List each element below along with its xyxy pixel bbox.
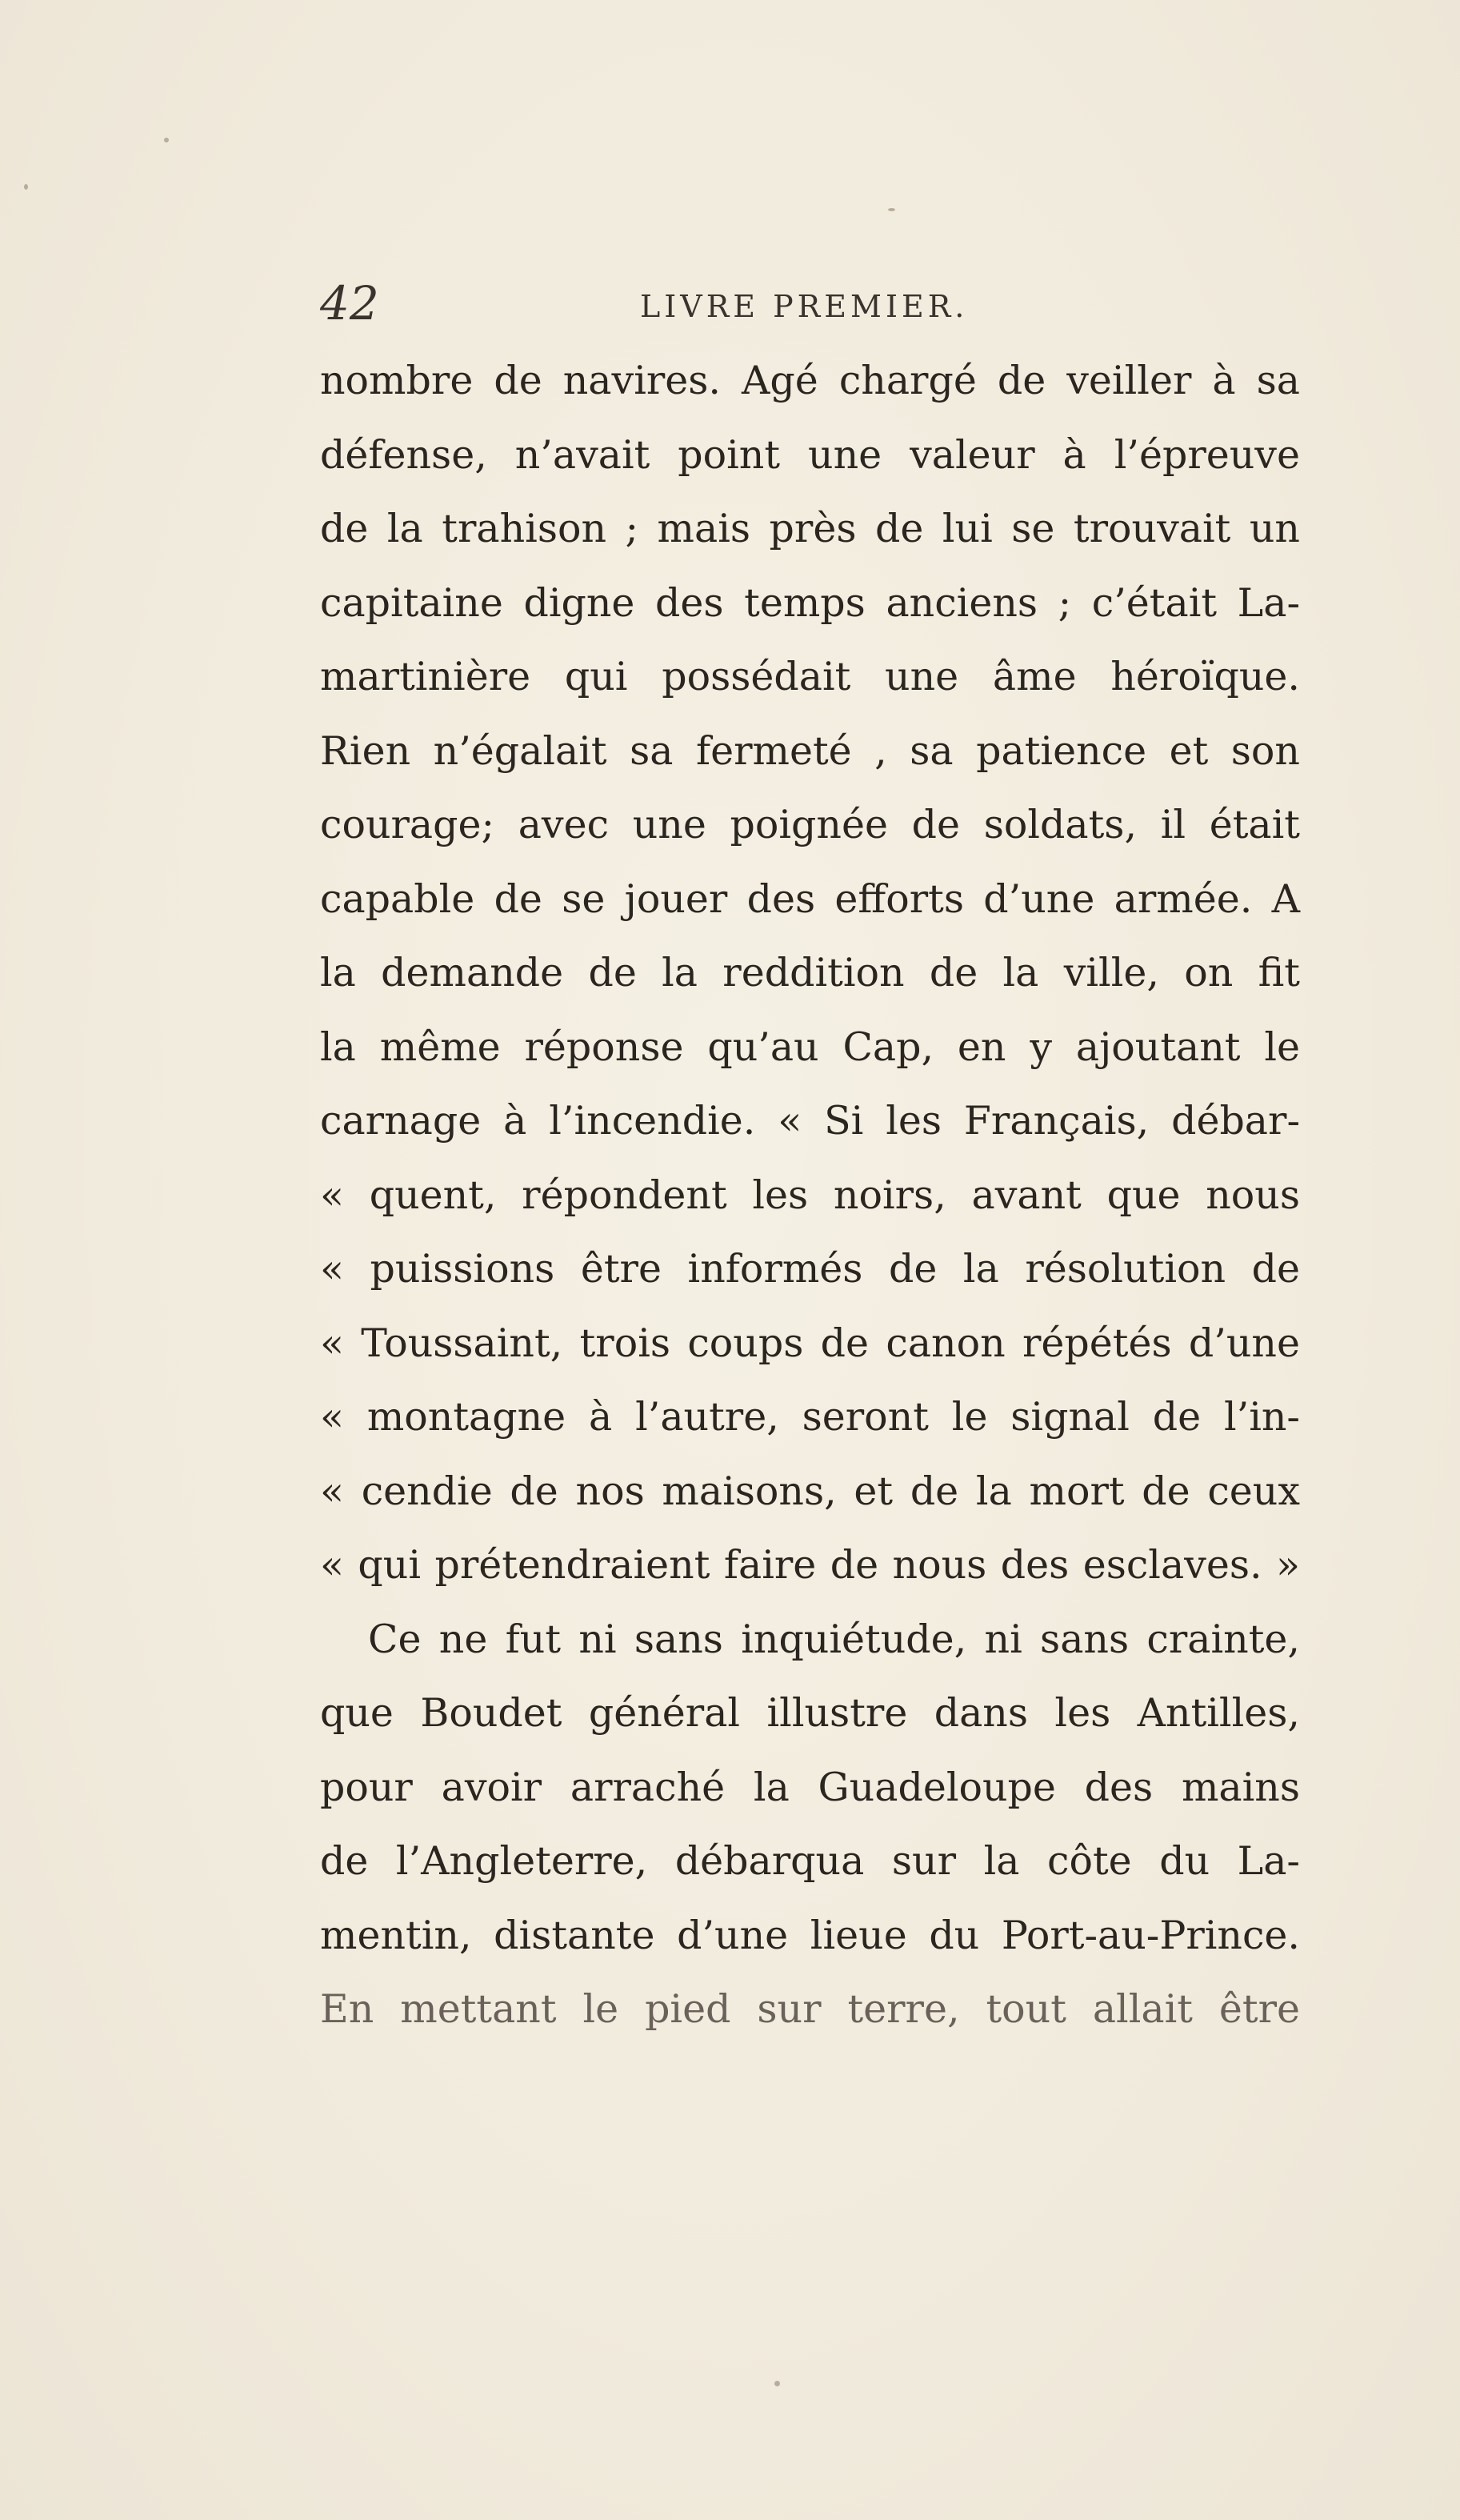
quote-line: « qui prétendraient faire de nous des esclaves. » — [320, 1542, 1300, 1588]
quote-line: « Toussaint, trois coups de canon répétés d’une — [320, 1320, 1300, 1366]
text-line: de l’Angleterre, débarqua sur la côte du La- — [320, 1838, 1300, 1884]
body-text — [320, 344, 1300, 2047]
quote-line: « puissions être informés de la résolution de — [320, 1246, 1300, 1292]
running-head: LIVRE PREMIER. — [640, 289, 969, 324]
paper-speck — [24, 184, 28, 190]
text-line: capable de se jouer des efforts d’une armée. A — [320, 875, 1300, 922]
text-line: défense, n’avait point une valeur à l’épreuve — [320, 431, 1300, 478]
text-line: capitaine digne des temps anciens ; c’était La- — [320, 579, 1300, 626]
text-line: martinière qui possédait une âme héroïque. — [320, 654, 1300, 699]
text-line: que Boudet général illustre dans les Antilles, — [320, 1690, 1300, 1736]
paper-speck — [774, 2381, 780, 2386]
text-line: mentin, distante d’une lieue du Port-au-Prince. — [320, 1912, 1300, 1958]
text-line: la même réponse qu’au Cap, en y ajoutant le — [320, 1024, 1300, 1070]
paper-speck — [164, 138, 169, 142]
paper-speck — [888, 208, 895, 211]
text-line: nombre de navires. Agé chargé de veiller à sa — [320, 358, 1300, 403]
paragraph-start-line: Ce ne fut ni sans inquiétude, ni sans crainte, — [368, 1616, 1300, 1662]
text-line: carnage à l’incendie. « Si les Français, débar- — [320, 1098, 1300, 1144]
text-line: courage; avec une poignée de soldats, il était — [320, 802, 1300, 847]
text-line: En mettant le pied sur terre, tout allait être — [320, 1986, 1300, 2032]
quote-line: « montagne à l’autre, seront le signal de l’in- — [320, 1394, 1300, 1440]
text-line: Rien n’égalait sa fermeté , sa patience et son — [320, 727, 1300, 774]
quote-line: « quent, répondent les noirs, avant que nous — [320, 1172, 1300, 1218]
text-line: de la trahison ; mais près de lui se trouvait un — [320, 506, 1300, 551]
text-line: pour avoir arraché la Guadeloupe des mains — [320, 1764, 1300, 1810]
quote-line: « cendie de nos maisons, et de la mort de ceux — [320, 1468, 1300, 1514]
page-header — [320, 276, 1304, 332]
page-number: 42 — [320, 276, 379, 331]
text-line: la demande de la reddition de la ville, on fit — [320, 950, 1300, 996]
